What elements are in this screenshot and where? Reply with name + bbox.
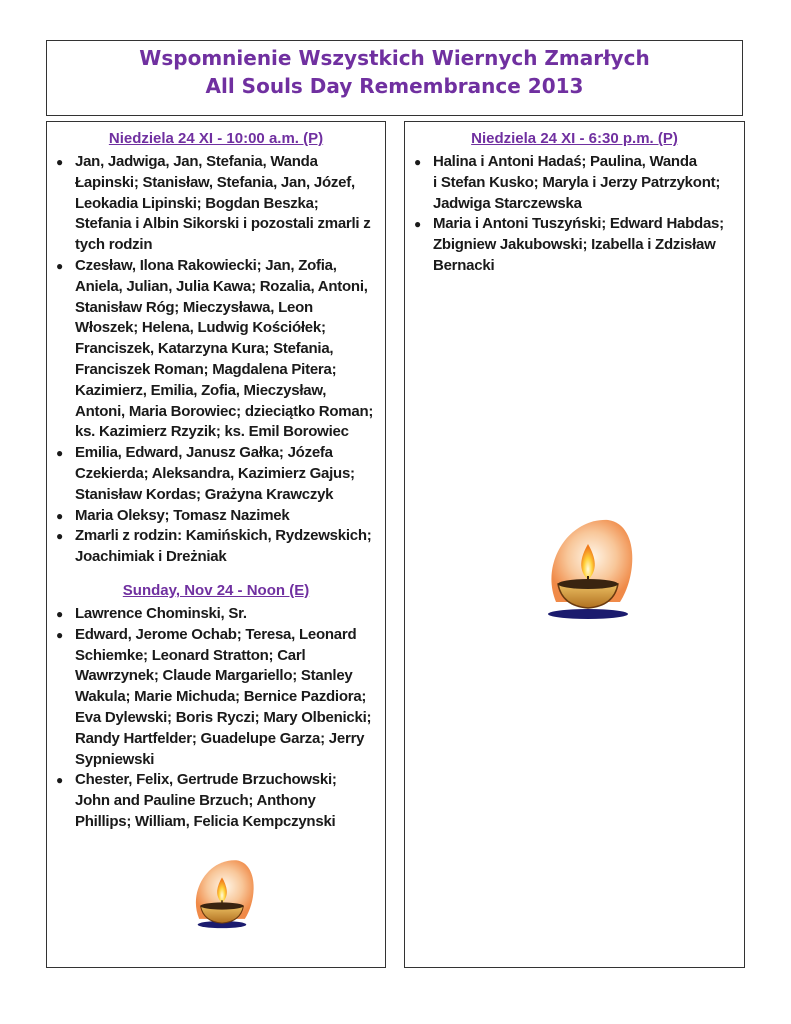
list-item-line: ks. Kazimierz Rzyzik; ks. Emil Borowiec xyxy=(75,423,349,441)
candle-icon xyxy=(538,514,638,626)
section-heading-english-noon: Sunday, Nov 24 - Noon (E) xyxy=(122,581,310,599)
title-polish: Wspomnienie Wszystkich Wiernych Zmarłych xyxy=(139,46,650,70)
list-item-line: Maria Oleksy; Tomasz Nazimek xyxy=(75,506,290,524)
list-item-line: Lawrence Chominski, Sr. xyxy=(75,604,247,622)
list-item-line: Leokadia Lipinski; Bogdan Beszka; xyxy=(75,194,319,212)
list-item-line: Edward, Jerome Ochab; Teresa, Leonard xyxy=(75,625,357,643)
name-list xyxy=(53,604,379,833)
list-item-line: Eva Dylewski; Boris Ryczi; Mary Olbenicki; xyxy=(75,708,372,726)
bullet-icon: ● xyxy=(414,155,421,169)
left-column xyxy=(46,121,386,968)
list-item-line: Łapinski; Stanisław, Stefania, Jan, Józef, xyxy=(75,173,355,191)
list-item-line: Włoszek; Helena, Ludwig Kościółek; xyxy=(75,319,326,337)
list-item-line: Czekierda; Aleksandra, Kazimierz Gajus; xyxy=(75,464,355,482)
list-item-line: Wakula; Marie Michuda; Bernice Pazdiora; xyxy=(75,688,367,706)
list-item-line: Joachimiak i Dreżniak xyxy=(75,548,227,566)
list-item-line: Halina i Antoni Hadaś; Paulina, Wanda xyxy=(433,153,697,170)
bullet-icon: ● xyxy=(56,508,63,523)
list-item xyxy=(53,526,379,568)
list-item-line: Antoni, Maria Borowiec; dzieciątko Roman; xyxy=(75,402,374,420)
list-item-line: Phillips; William, Felicia Kempczynski xyxy=(75,812,336,830)
list-item-line: Stanisław Kordas; Grażyna Krawczyk xyxy=(75,485,334,503)
list-item xyxy=(53,770,379,832)
list-item-line: tych rodzin xyxy=(75,236,153,254)
list-item xyxy=(53,506,379,527)
list-item-line: Zmarli z rodzin: Kamińskich, Rydzewskich; xyxy=(75,527,372,545)
list-item-line: Maria i Antoni Tuszyński; Edward Habdas; xyxy=(433,215,724,233)
bullet-icon: ● xyxy=(56,627,63,642)
bullet-icon: ● xyxy=(56,773,63,788)
list-item-line: Randy Hartfelder; Guadelupe Garza; Jerry xyxy=(75,729,365,747)
bullet-icon: ● xyxy=(56,258,63,273)
title-english: All Souls Day Remembrance 2013 xyxy=(205,74,584,98)
bullet-icon: ● xyxy=(56,155,63,169)
list-item xyxy=(53,256,379,443)
list-item-line: Jadwiga Starczewska xyxy=(433,194,582,212)
list-item xyxy=(53,604,379,625)
list-item-line: Stanisław Róg; Mieczysława, Leon xyxy=(75,298,313,316)
list-item-line: Chester, Felix, Gertrude Brzuchowski; xyxy=(75,771,337,789)
section-heading-polish-morning: Niedziela 24 XI - 10:00 a.m. (P) xyxy=(108,130,324,147)
list-item-line: Emilia, Edward, Janusz Gałka; Józefa xyxy=(75,444,333,462)
list-item-line: Czesław, Ilona Rakowiecki; Jan, Zofia, xyxy=(75,256,337,274)
list-item-line: Stefania i Albin Sikorski i pozostali zmarli z xyxy=(75,215,371,233)
candle-icon xyxy=(186,856,258,936)
list-item-line: Zbigniew Jakubowski; Izabella i Zdzisław xyxy=(433,236,716,254)
list-item-line: Bernacki xyxy=(433,256,495,274)
list-item-line: Franciszek, Katarzyna Kura; Stefania, xyxy=(75,340,334,358)
list-item-line: Sypniewski xyxy=(75,750,155,768)
bullet-icon: ● xyxy=(56,529,63,544)
section-heading-polish-evening: Niedziela 24 XI - 6:30 p.m. (P) xyxy=(471,130,678,147)
list-item xyxy=(53,152,379,256)
name-list xyxy=(411,152,738,277)
bullet-icon: ● xyxy=(56,446,63,461)
list-item xyxy=(53,625,379,771)
name-list xyxy=(53,152,379,568)
list-item xyxy=(53,443,379,505)
list-item xyxy=(411,152,738,214)
list-item-line: Franciszek Roman; Magdalena Pitera; xyxy=(75,360,337,378)
list-item-line: Kazimierz, Emilia, Zofia, Mieczysław, xyxy=(75,381,327,399)
bullet-icon: ● xyxy=(414,217,421,232)
list-item-line: Schiemke; Leonard Stratton; Carl xyxy=(75,646,306,664)
list-item-line: Wawrzynek; Claude Margariello; Stanley xyxy=(75,667,353,685)
list-item-line: i Stefan Kusko; Maryla i Jerzy Patrzykont; xyxy=(433,173,721,191)
list-item xyxy=(411,214,738,276)
bullet-icon: ● xyxy=(56,606,63,621)
list-item-line: Aniela, Julian, Julia Kawa; Rozalia, Antoni, xyxy=(75,277,368,295)
list-item-line: Jan, Jadwiga, Jan, Stefania, Wanda xyxy=(75,153,318,170)
list-item-line: John and Pauline Brzuch; Anthony xyxy=(75,792,316,810)
title-box xyxy=(46,40,743,116)
